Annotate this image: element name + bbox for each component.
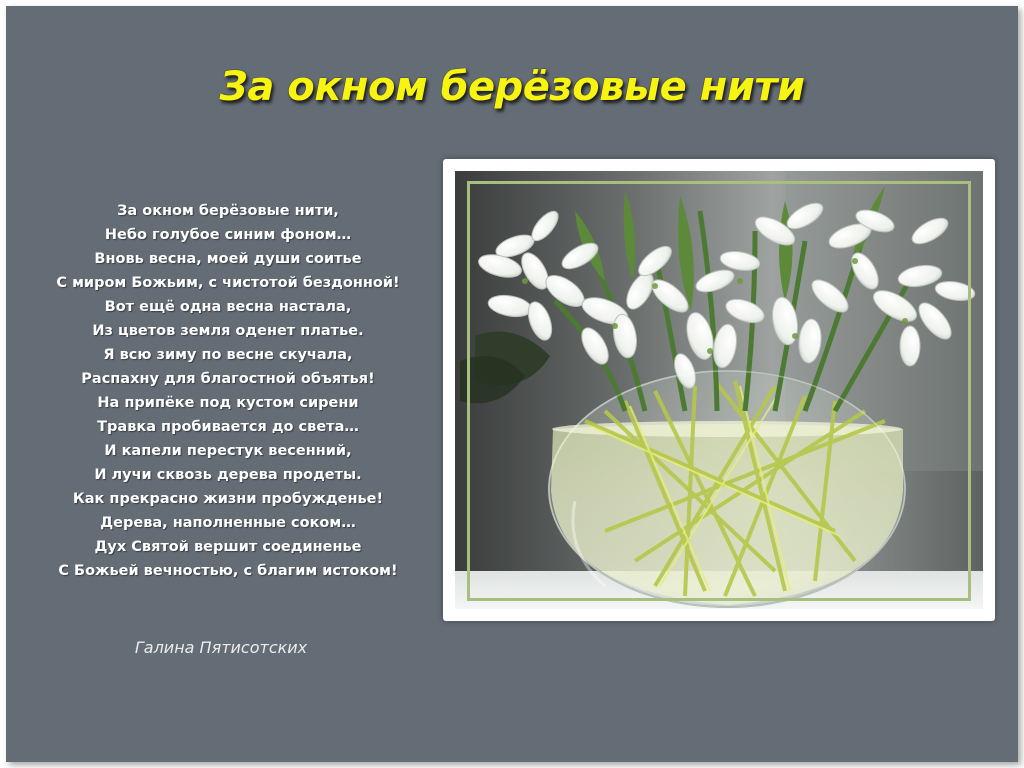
snowdrops-vase-photo (455, 171, 983, 609)
poem-line: И капели перестук весенний, (104, 443, 352, 459)
poem-line: Как прекрасно жизни пробужденье! (72, 491, 384, 507)
poem-line: И лучи сквозь дерева продеты. (94, 467, 362, 483)
poem-line: Травка пробивается до света… (97, 419, 359, 435)
poem-line: С Божьей вечностью, с благим истоком! (58, 563, 398, 579)
photo-frame (443, 159, 995, 621)
poem-line: Я всю зиму по весне скучала, (103, 347, 353, 363)
slide (6, 6, 1018, 762)
poem-line: Небо голубое синим фоном… (104, 227, 352, 243)
poem-line: С миром Божьим, с чистотой бездонной! (56, 275, 400, 291)
poem-line: Дух Святой вершит соединенье (94, 539, 362, 555)
poem-line: На припёке под кустом сирени (97, 395, 359, 411)
poem (26, 199, 430, 583)
poem-line: За окном берёзовые нити, (117, 203, 339, 219)
author-signature: Галина Пятисотских (134, 638, 308, 657)
slide-title: За окном берёзовые нити (219, 64, 805, 110)
poem-line: Вновь весна, моей души соитье (94, 251, 362, 267)
poem-line: Из цветов земля оденет платье. (92, 323, 364, 339)
poem-line: Вот ещё одна весна настала, (104, 299, 352, 315)
poem-line: Распахну для благостной объятья! (81, 371, 375, 387)
poem-line: Дерева, наполненные соком… (100, 515, 356, 531)
